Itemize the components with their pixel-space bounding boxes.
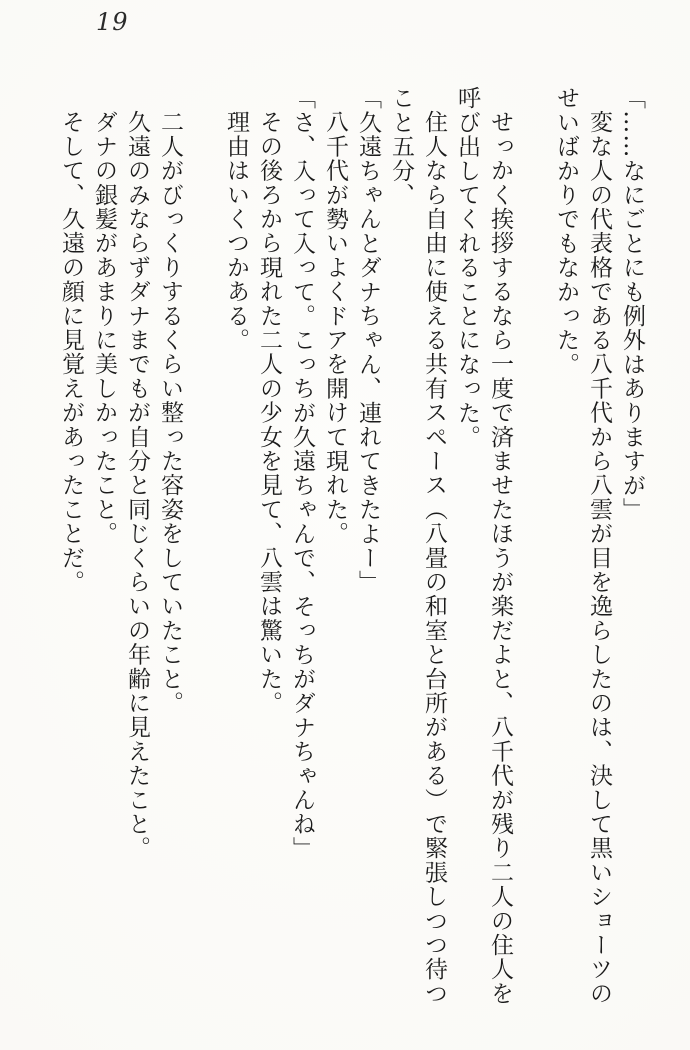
blank-line [516, 86, 549, 1016]
text-line: 「さ、入って入って。こっちが久遠ちゃんで、そっちがダナちゃんね」 [289, 86, 315, 861]
text-line: そして、久遠の顔に見覚えがあったことだ。 [58, 110, 84, 594]
text-line: 呼び出してくれることになった。 [454, 86, 480, 449]
text-line: 久遠のみならずダナまでもが自分と同じくらいの年齢に見えたこと。 [124, 110, 150, 861]
text-line: 理由はいくつかある。 [223, 110, 249, 352]
blank-line [186, 86, 219, 1016]
text-line: せっかく挨拶するなら一度で済ませたほうが楽だよと、八千代が残り二人の住人を [487, 110, 513, 1006]
text-line: せいばかりでもなかった。 [553, 86, 579, 377]
text-block [54, 86, 648, 1016]
text-line: 変な人の代表格である八千代から八雲が目を逸らしたのは、決して黒いショーツの [586, 110, 612, 1006]
text-line: こと五分、 [388, 86, 414, 207]
text-line: 「久遠ちゃんとダナちゃん、連れてきたよー」 [355, 86, 381, 595]
text-line: ダナの銀髪があまりに美しかったこと。 [91, 110, 117, 546]
text-line: 八千代が勢いよくドアを開けて現れた。 [322, 110, 348, 546]
text-line: 住人なら自由に使える共有スペース（八畳の和室と台所がある）で緊張しつつ待つ [421, 110, 447, 1006]
text-line: その後ろから現れた二人の少女を見て、八雲は驚いた。 [256, 110, 282, 715]
text-line: 二人がびっくりするくらい整った容姿をしていたこと。 [157, 110, 183, 715]
page-number: 19 [96, 8, 129, 36]
text-line: 「……なにごとにも例外はありますが」 [619, 86, 645, 522]
